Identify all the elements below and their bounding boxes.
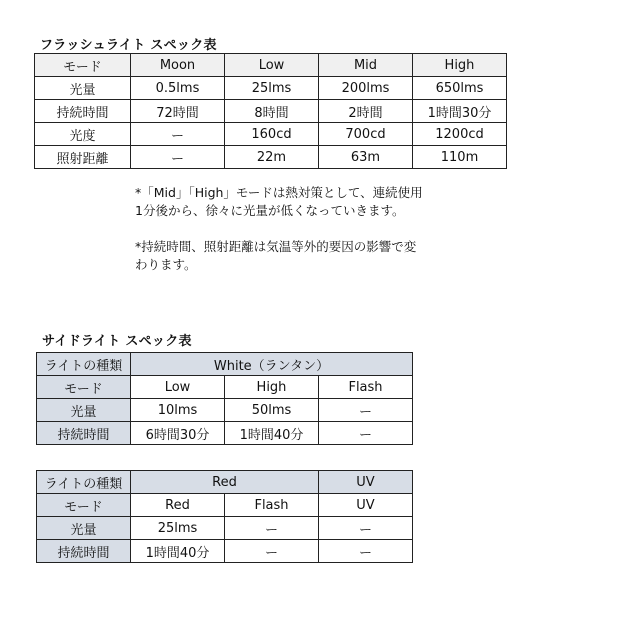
table-cell: 200lms [319, 77, 413, 100]
table-row [37, 422, 413, 445]
header-cell: モード [35, 54, 131, 77]
row-label: 持続時間 [35, 100, 131, 123]
table-cell: 160cd [225, 123, 319, 146]
table-row [35, 146, 507, 169]
table-cell: 25lms [225, 77, 319, 100]
table-header-row [35, 54, 507, 77]
table-cell: UV [319, 494, 413, 517]
row-label: 光量 [35, 77, 131, 100]
row-label: 持続時間 [37, 540, 131, 563]
table-row [37, 494, 413, 517]
table-row [37, 540, 413, 563]
table-cell: 1時間40分 [131, 540, 225, 563]
row-label: ライトの種類 [37, 353, 131, 376]
table-header-row [37, 353, 413, 376]
light-type-uv: UV [319, 471, 413, 494]
note-heat: *「Mid」「High」モードは熱対策として、連続使用1分後から、徐々に光量が低くなっていきます。 [135, 185, 423, 218]
table-row [35, 123, 507, 146]
table-cell: ー [319, 517, 413, 540]
row-label: 光度 [35, 123, 131, 146]
table-cell: Flash [319, 376, 413, 399]
sidelight-title: サイドライト スペック表 [42, 334, 192, 349]
light-type-red: Red [131, 471, 319, 494]
table-cell: 1時間40分 [225, 422, 319, 445]
header-cell: Low [225, 54, 319, 77]
header-cell: High [413, 54, 507, 77]
table-cell: 10lms [131, 399, 225, 422]
table-cell: 700cd [319, 123, 413, 146]
light-type-white: White（ランタン） [131, 353, 413, 376]
sidelight-white-table [36, 352, 413, 445]
table-cell: ー [225, 517, 319, 540]
row-label: 照射距離 [35, 146, 131, 169]
table-cell: 6時間30分 [131, 422, 225, 445]
flashlight-spec-table [34, 53, 507, 169]
table-cell: 8時間 [225, 100, 319, 123]
table-cell: High [225, 376, 319, 399]
row-label: ライトの種類 [37, 471, 131, 494]
table-cell: 50lms [225, 399, 319, 422]
table-cell: 1200cd [413, 123, 507, 146]
note-environment: *持続時間、照射距離は気温等外的要因の影響で変わります。 [135, 239, 417, 272]
row-label: モード [37, 494, 131, 517]
table-cell: 63m [319, 146, 413, 169]
table-row [37, 517, 413, 540]
table-header-row [37, 471, 413, 494]
table-cell: ー [131, 146, 225, 169]
header-cell: Moon [131, 54, 225, 77]
table-cell: 650lms [413, 77, 507, 100]
table-cell: ー [131, 123, 225, 146]
table-cell: 25lms [131, 517, 225, 540]
table-cell: ー [319, 399, 413, 422]
table-cell: 0.5lms [131, 77, 225, 100]
table-cell: ー [225, 540, 319, 563]
notes-block [135, 184, 425, 274]
table-cell: 72時間 [131, 100, 225, 123]
sidelight-red-uv-table [36, 470, 413, 563]
table-cell: 2時間 [319, 100, 413, 123]
flashlight-title: フラッシュライト スペック表 [40, 38, 217, 53]
table-row [35, 100, 507, 123]
row-label: 持続時間 [37, 422, 131, 445]
table-row [35, 77, 507, 100]
table-cell: Low [131, 376, 225, 399]
header-cell: Mid [319, 54, 413, 77]
table-cell: ー [319, 540, 413, 563]
row-label: 光量 [37, 517, 131, 540]
table-cell: 110m [413, 146, 507, 169]
table-cell: ー [319, 422, 413, 445]
table-cell: 1時間30分 [413, 100, 507, 123]
table-cell: Red [131, 494, 225, 517]
table-cell: 22m [225, 146, 319, 169]
table-row [37, 376, 413, 399]
table-cell: Flash [225, 494, 319, 517]
row-label: モード [37, 376, 131, 399]
row-label: 光量 [37, 399, 131, 422]
table-row [37, 399, 413, 422]
